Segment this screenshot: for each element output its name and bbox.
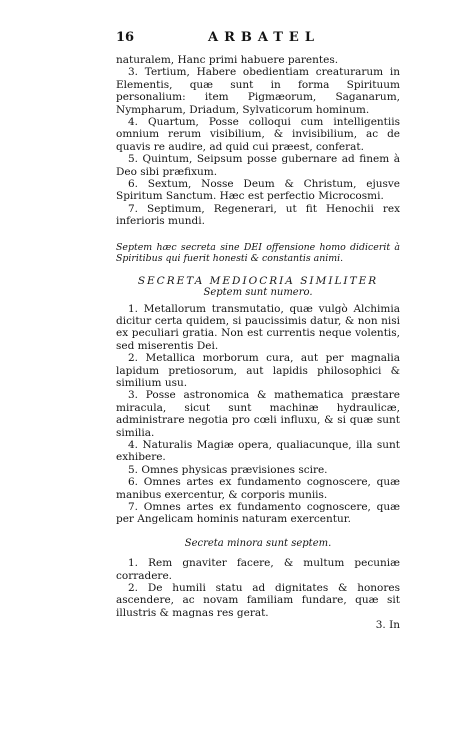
catchword: 3. In [375,619,400,632]
paragraph: 2. Metallica morborum cura, aut per magnalia lapidum pretiosorum, aut lapidis philosophici & similium usu. [116,352,400,389]
section-subtitle: Septem sunt numero. [203,287,313,299]
paragraph: 1. Rem gnaviter facere, & multum pecuniæ corradere. [116,557,400,582]
paragraph: 6. Sextum, Nosse Deum & Christum, ejusve Spiritum Sanctum. Hæc est perfectio Microcosmi. [116,178,400,203]
paragraph: 3. Posse astronomica & mathematica præstare miracula, sicut sunt machinæ hydraulicæ, administrare negotia pro cœli influxu, & si quæ sunt similia. [116,389,400,439]
body-text [116,54,400,632]
section-title: SECRETA MEDIOCRIA SIMILITER [137,274,379,287]
paragraph: 5. Omnes physicas prævisiones scire. [128,463,328,476]
paragraph: 6. Omnes artes ex fundamento cognoscere, quæ manibus exercentur, & corporis muniis. [116,476,400,501]
paragraph: 3. Tertium, Habere obedientiam creaturarum in Elementis, quæ sunt in forma Spirituum personalium: item Pigmæorum, Saganarum, Nympharum, Driadum, Sylvaticorum hominum. [116,66,400,116]
paragraph: 4. Quartum, Posse colloqui cum intelligentiis omnium rerum visibilium, & invisibilium, ac de quavis re audire, ad quid cui præest, conferat. [116,116,400,153]
italic-note: Septem hæc secreta sine DEI offensione homo didicerit à Spiritibus qui fuerit honesti & constantis animi. [116,241,400,265]
paragraph: 7. Omnes artes ex fundamento cognoscere, quæ per Angelicam hominis naturam exercentur. [116,501,400,526]
page-number: 16 [116,30,135,45]
paragraph: 5. Quintum, Seipsum posse gubernare ad finem à Deo sibi præfixum. [116,153,400,178]
paragraph: naturalem, Hanc primi habuere parentes. [116,54,339,66]
page-header [116,30,416,48]
paragraph: 1. Metallorum transmutatio, quæ vulgò Alchimia dicitur certa quidem, si paucissimis datur, & non nisi ex peculiari gratia. Non est currentis neque volentis, sed miserentis Dei. [116,302,400,352]
running-head: ARBATEL [208,30,320,45]
paragraph: 4. Naturalis Magiæ opera, qualiacunque, illa sunt exhibere. [116,438,400,464]
minor-title: Secreta minora sunt septem. [184,537,332,549]
paragraph: 7. Septimum, Regenerari, ut fit Henochii rex inferioris mundi. [116,202,400,228]
paragraph: 2. De humili statu ad dignitates & honores ascendere, ac novam familiam fundare, quæ sit illustris & magnas res gerat. [116,582,400,619]
